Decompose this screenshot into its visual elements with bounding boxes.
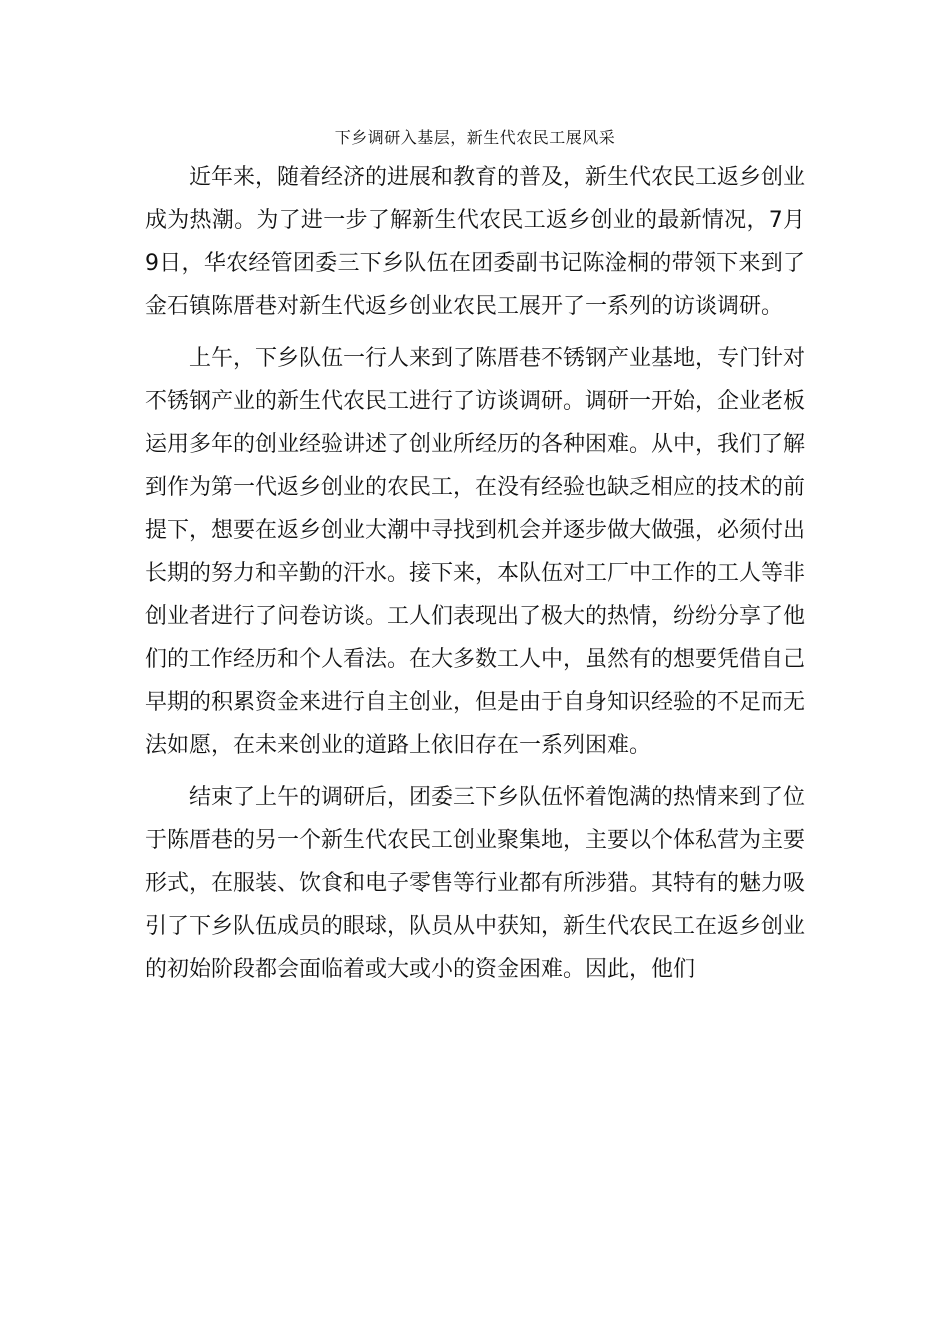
paragraph-1: 近年来，随着经济的进展和教育的普及，新生代农民工返乡创业成为热潮。为了进一步了解新生代农民工返乡创业的最新情况，7月9日，华农经管团委三下乡队伍在团委副书记陈淦桐的带领下来到了金石镇陈厝巷对新生代返乡创业农民工展开了一系列的访谈调研。: [145, 165, 806, 319]
document-body: [145, 156, 805, 991]
document-title: 下乡调研入基层，新生代农民工展风采: [334, 128, 616, 147]
paragraph-2: 上午，下乡队伍一行人来到了陈厝巷不锈钢产业基地，专门针对不锈钢产业的新生代农民工进行了访谈调研。调研一开始，企业老板运用多年的创业经验讲述了创业所经历的各种困难。从中，我们了解到作为第一代返乡创业的农民工，在没有经验也缺乏相应的技术的前提下，想要在返乡创业大潮中寻找到机会并逐步做大做强，必须付出长期的努力和辛勤的汗水。接下来，本队伍对工厂中工作的工人等非创业者进行了问卷访谈。工人们表现出了极大的热情，纷纷分享了他们的工作经历和个人看法。在大多数工人中，虽然有的想要凭借自己早期的积累资金来进行自主创业，但是由于自身知识经验的不足而无法如愿，在未来创业的道路上依旧存在一系列困难。: [145, 346, 806, 758]
paragraph-3: 结束了上午的调研后，团委三下乡队伍怀着饱满的热情来到了位于陈厝巷的另一个新生代农民工创业聚集地，主要以个体私营为主要形式，在服装、饮食和电子零售等行业都有所涉猎。其特有的魅力吸引了下乡队伍成员的眼球，队员从中获知，新生代农民工在返乡创业的初始阶段都会面临着或大或小的资金困难。因此，他们: [145, 785, 806, 982]
